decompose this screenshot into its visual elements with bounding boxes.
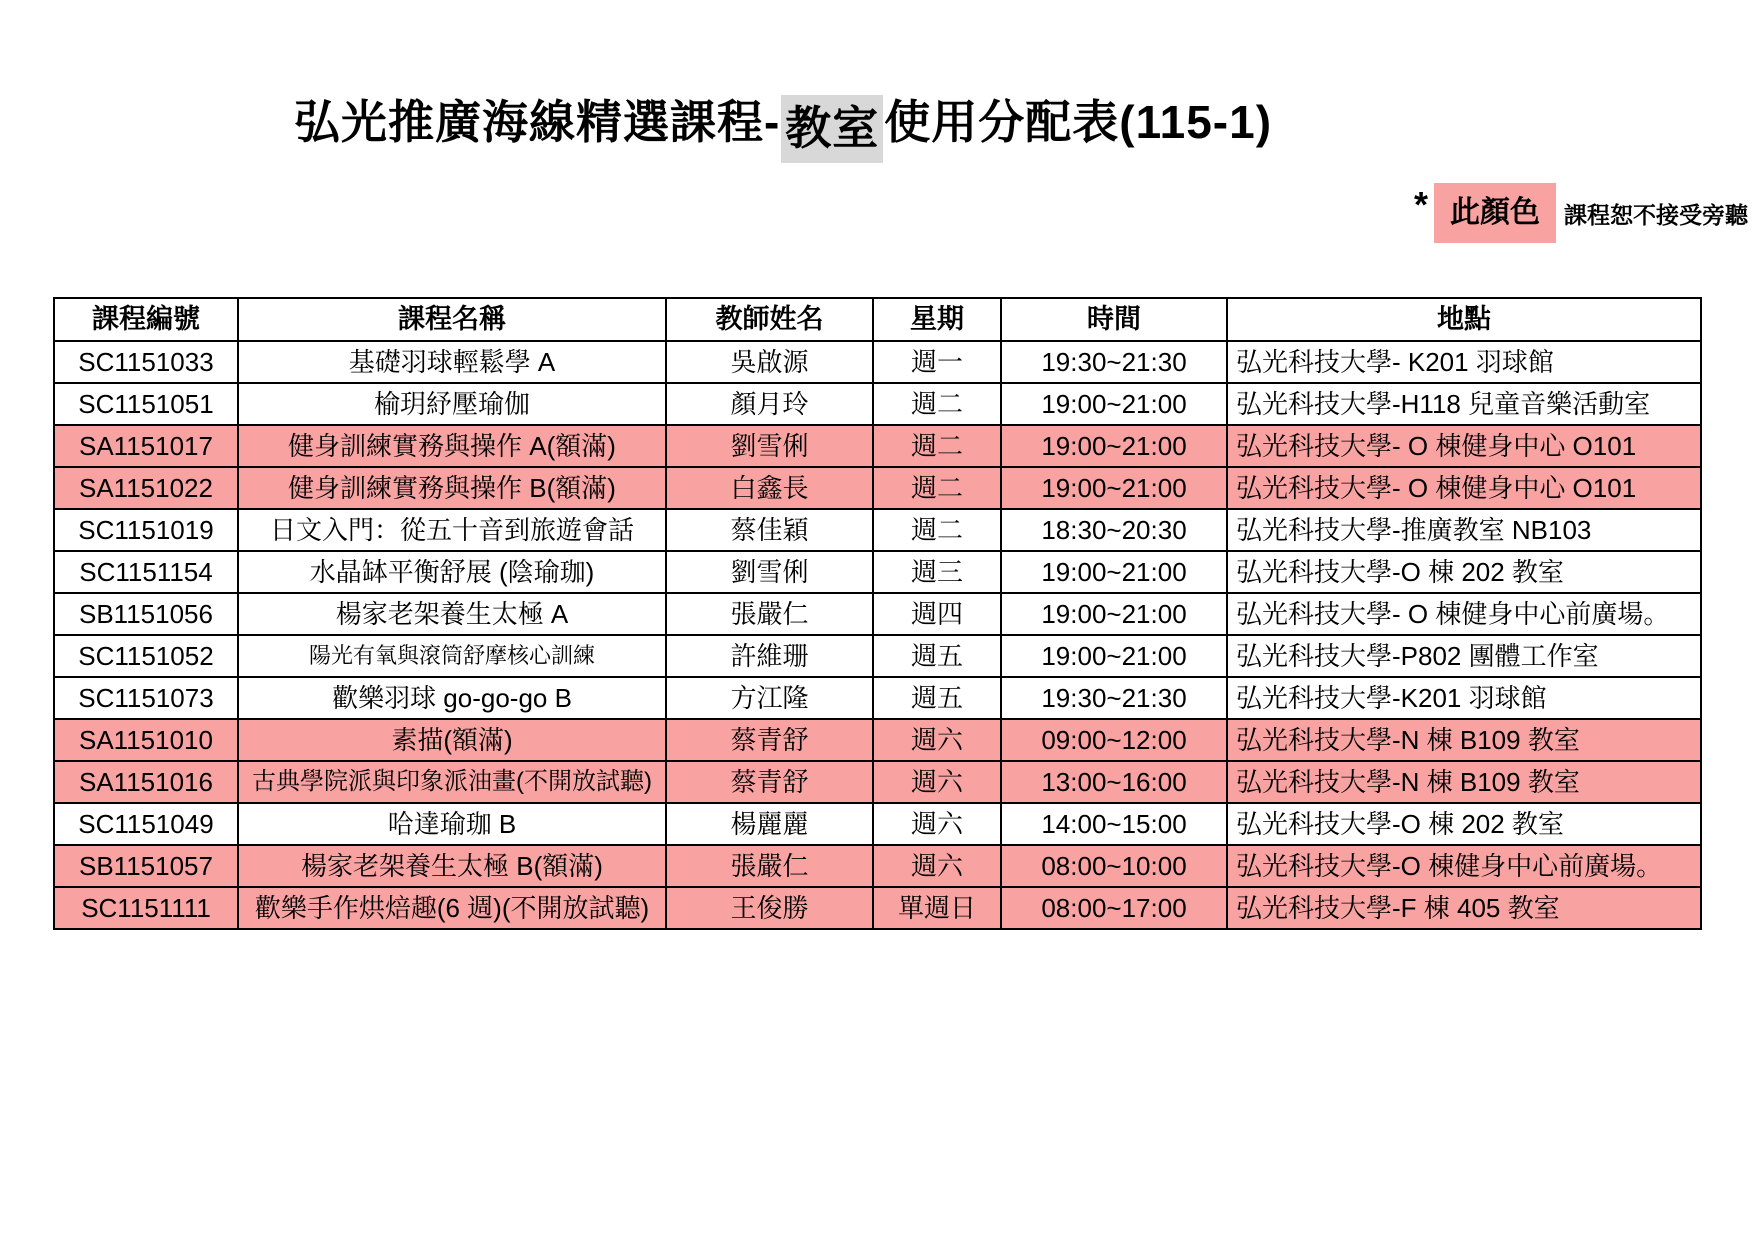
time-cell: 09:00~12:00 [1001,719,1227,761]
location-cell: 弘光科技大學-推廣教室 NB103 [1227,509,1701,551]
title-suffix: 使用分配表(115-1) [884,96,1273,148]
page-title [53,86,1513,163]
course-name-cell: 榆玥紓壓瑜伽 [238,383,666,425]
table-header-row [54,298,1701,341]
course-code-cell: SC1151033 [54,341,238,383]
course-code-cell: SC1151052 [54,635,238,677]
course-code-cell: SC1151111 [54,887,238,929]
location-cell: 弘光科技大學-P802 團體工作室 [1227,635,1701,677]
course-code-cell: SA1151017 [54,425,238,467]
title-prefix: 弘光推廣海線精選課程- [293,96,781,148]
course-table [53,297,1702,930]
teacher-name-cell: 蔡佳穎 [666,509,873,551]
table-row [54,509,1701,551]
time-cell: 08:00~10:00 [1001,845,1227,887]
teacher-name-cell: 顏月玲 [666,383,873,425]
teacher-name-cell: 劉雪俐 [666,425,873,467]
location-cell: 弘光科技大學- O 棟健身中心 O101 [1227,425,1701,467]
teacher-name-cell: 吳啟源 [666,341,873,383]
location-cell: 弘光科技大學-O 棟 202 教室 [1227,803,1701,845]
header-location: 地點 [1227,298,1701,341]
teacher-name-cell: 劉雪俐 [666,551,873,593]
course-name-cell: 健身訓練實務與操作 A(額滿) [238,425,666,467]
course-table-container [53,297,1702,930]
table-row [54,845,1701,887]
day-cell: 週六 [873,761,1001,803]
course-name-cell: 日文入門：從五十音到旅遊會話 [238,509,666,551]
course-name-cell: 楊家老架養生太極 B(額滿) [238,845,666,887]
table-row [54,467,1701,509]
legend-star: * [1413,184,1428,225]
day-cell: 週二 [873,425,1001,467]
teacher-name-cell: 張嚴仁 [666,845,873,887]
table-row [54,383,1701,425]
course-code-cell: SA1151022 [54,467,238,509]
table-row [54,887,1701,929]
day-cell: 週一 [873,341,1001,383]
time-cell: 19:00~21:00 [1001,635,1227,677]
table-row [54,719,1701,761]
teacher-name-cell: 白鑫長 [666,467,873,509]
time-cell: 19:00~21:00 [1001,467,1227,509]
course-name-cell: 基礎羽球輕鬆學 A [238,341,666,383]
location-cell: 弘光科技大學- O 棟健身中心前廣場。 [1227,593,1701,635]
header-teacher-name: 教師姓名 [666,298,873,341]
course-name-cell: 哈達瑜珈 B [238,803,666,845]
table-row [54,803,1701,845]
table-row [54,425,1701,467]
course-name-cell: 古典學院派與印象派油畫(不開放試聽) [238,761,666,803]
teacher-name-cell: 楊麗麗 [666,803,873,845]
header-course-code: 課程編號 [54,298,238,341]
legend-message: 課程恕不接受旁聽 [1564,201,1748,228]
location-cell: 弘光科技大學- K201 羽球館 [1227,341,1701,383]
location-cell: 弘光科技大學-H118 兒童音樂活動室 [1227,383,1701,425]
location-cell: 弘光科技大學-K201 羽球館 [1227,677,1701,719]
teacher-name-cell: 許維珊 [666,635,873,677]
location-cell: 弘光科技大學-N 棟 B109 教室 [1227,761,1701,803]
teacher-name-cell: 王俊勝 [666,887,873,929]
course-code-cell: SC1151019 [54,509,238,551]
teacher-name-cell: 蔡青舒 [666,761,873,803]
table-row [54,761,1701,803]
time-cell: 13:00~16:00 [1001,761,1227,803]
course-code-cell: SC1151049 [54,803,238,845]
day-cell: 週六 [873,719,1001,761]
time-cell: 19:00~21:00 [1001,593,1227,635]
course-code-cell: SC1151073 [54,677,238,719]
course-name-cell: 水晶缽平衡舒展 (陰瑜珈) [238,551,666,593]
day-cell: 週五 [873,635,1001,677]
time-cell: 19:00~21:00 [1001,425,1227,467]
location-cell: 弘光科技大學-O 棟健身中心前廣場。 [1227,845,1701,887]
day-cell: 週三 [873,551,1001,593]
title-highlight-box: 教室 [781,95,883,163]
course-name-cell: 健身訓練實務與操作 B(額滿) [238,467,666,509]
day-cell: 週六 [873,803,1001,845]
table-body [54,341,1701,929]
course-name-cell: 陽光有氧與滾筒舒摩核心訓練 [238,635,666,677]
location-cell: 弘光科技大學-N 棟 B109 教室 [1227,719,1701,761]
day-cell: 週二 [873,509,1001,551]
table-row [54,341,1701,383]
course-code-cell: SB1151056 [54,593,238,635]
day-cell: 週四 [873,593,1001,635]
time-cell: 19:30~21:30 [1001,677,1227,719]
day-cell: 週五 [873,677,1001,719]
teacher-name-cell: 蔡青舒 [666,719,873,761]
day-cell: 週六 [873,845,1001,887]
day-cell: 單週日 [873,887,1001,929]
time-cell: 08:00~17:00 [1001,887,1227,929]
time-cell: 19:00~21:00 [1001,551,1227,593]
table-row [54,677,1701,719]
course-name-cell: 歡樂羽球 go-go-go B [238,677,666,719]
course-code-cell: SB1151057 [54,845,238,887]
table-row [54,551,1701,593]
location-cell: 弘光科技大學- O 棟健身中心 O101 [1227,467,1701,509]
day-cell: 週二 [873,383,1001,425]
teacher-name-cell: 方江隆 [666,677,873,719]
legend-note [1414,183,1748,243]
header-time: 時間 [1001,298,1227,341]
time-cell: 19:30~21:30 [1001,341,1227,383]
course-code-cell: SA1151016 [54,761,238,803]
location-cell: 弘光科技大學-O 棟 202 教室 [1227,551,1701,593]
location-cell: 弘光科技大學-F 棟 405 教室 [1227,887,1701,929]
course-name-cell: 歡樂手作烘焙趣(6 週)(不開放試聽) [238,887,666,929]
time-cell: 18:30~20:30 [1001,509,1227,551]
course-name-cell: 楊家老架養生太極 A [238,593,666,635]
header-day: 星期 [873,298,1001,341]
legend-color-swatch: 此顏色 [1434,183,1556,243]
course-code-cell: SA1151010 [54,719,238,761]
table-row [54,635,1701,677]
time-cell: 19:00~21:00 [1001,383,1227,425]
teacher-name-cell: 張嚴仁 [666,593,873,635]
header-course-name: 課程名稱 [238,298,666,341]
time-cell: 14:00~15:00 [1001,803,1227,845]
course-name-cell: 素描(額滿) [238,719,666,761]
day-cell: 週二 [873,467,1001,509]
course-code-cell: SC1151154 [54,551,238,593]
course-code-cell: SC1151051 [54,383,238,425]
table-row [54,593,1701,635]
